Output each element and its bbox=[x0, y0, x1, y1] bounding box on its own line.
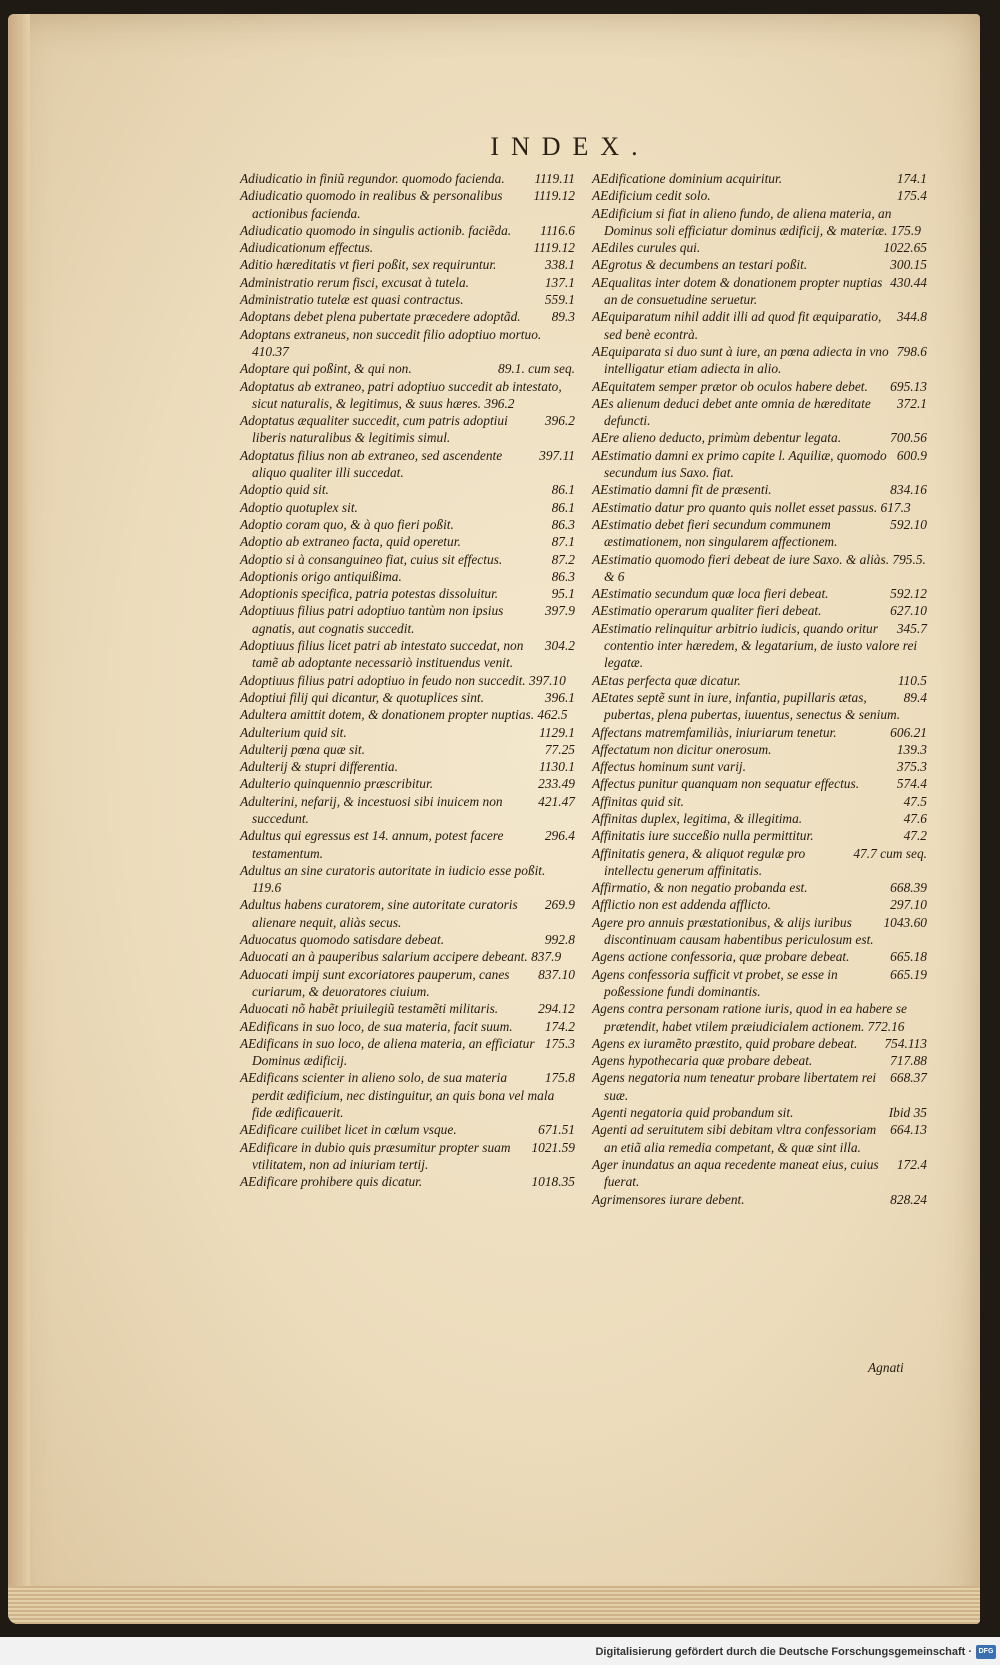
index-entry-reference: 174.1 bbox=[896, 171, 927, 186]
index-entry-reference: 592.12 bbox=[890, 586, 927, 602]
index-entry bbox=[240, 239, 575, 256]
index-entry-text: Afflictio non est addenda afflicto. bbox=[592, 897, 771, 913]
index-entry-reference: 77.25 bbox=[544, 741, 575, 757]
index-entry-text: Affinitatis genera, & aliquot regulæ pro intellectu generum affinitatis. bbox=[592, 845, 806, 878]
index-entry bbox=[592, 758, 927, 775]
index-entry-reference: 175.3 bbox=[544, 1035, 575, 1051]
index-entry-text: AEdificans in suo loco, de aliena materia, an efficiatur Dominus ædificij. bbox=[240, 1035, 535, 1069]
index-entry-text: AEdificare prohibere quis dicatur. bbox=[240, 1174, 423, 1190]
index-entry bbox=[240, 602, 575, 637]
index-entry-reference: 172.4 bbox=[896, 1156, 927, 1172]
index-entry bbox=[240, 793, 575, 828]
page-fore-edge bbox=[8, 14, 30, 1624]
index-entry-reference: Ibid 35 bbox=[888, 1105, 927, 1121]
index-entry-text: AEre alieno deducto, primùm debentur legata. bbox=[592, 430, 842, 446]
index-entry-text: Adoptatus filius non ab extraneo, sed ascendente aliquo qualiter illi succedat. bbox=[240, 447, 503, 481]
index-entry bbox=[240, 1173, 575, 1190]
index-entry-reference: 86.1 bbox=[551, 499, 575, 515]
index-entry-reference: 559.1 bbox=[544, 292, 575, 308]
index-entry-text: AEgrotus & decumbens an testari poßit. bbox=[592, 257, 808, 273]
index-entry bbox=[240, 775, 575, 792]
index-entry bbox=[240, 256, 575, 273]
index-entry-reference: 89.1. cum seq. bbox=[498, 361, 575, 377]
index-entry-text: AEquitatem semper prætor ob oculos habere debet. bbox=[592, 378, 868, 394]
index-entry bbox=[240, 758, 575, 775]
index-entry-text: Ager inundatus an aqua recedente maneat eius, cuius fuerat. bbox=[592, 1156, 879, 1190]
index-entry-text: Affinitas duplex, legitima, & illegitima. bbox=[592, 810, 803, 826]
index-entry bbox=[592, 308, 927, 343]
digitization-footer bbox=[0, 1637, 1000, 1665]
index-entry-reference: 89.3 bbox=[551, 309, 575, 325]
index-entry-reference: 1018.35 bbox=[531, 1174, 575, 1190]
index-entry-reference: 828.24 bbox=[890, 1191, 927, 1207]
index-entry-text: Adultus an sine curatoris autoritate in iudicio esse poßit. 119.6 bbox=[240, 862, 546, 896]
index-entry-reference: 1043.60 bbox=[883, 914, 927, 930]
index-entry bbox=[592, 1052, 927, 1069]
index-entry-text: AEdificare in dubio quis præsumitur propter suam vtilitatem, non ad iniuriam tertij. bbox=[240, 1139, 511, 1172]
index-entry bbox=[592, 793, 927, 810]
index-entry-reference: 338.1 bbox=[544, 257, 575, 273]
index-entry bbox=[240, 291, 575, 308]
dfg-logo: DFG bbox=[976, 1645, 996, 1659]
index-entry bbox=[240, 447, 575, 482]
index-entry-reference: 700.56 bbox=[890, 430, 927, 446]
index-entry-reference: 1129.1 bbox=[539, 724, 575, 740]
index-entry bbox=[592, 551, 927, 586]
index-entry-reference: 396.2 bbox=[544, 413, 575, 429]
index-entry bbox=[592, 602, 927, 619]
index-entry-reference: 87.1 bbox=[551, 534, 575, 550]
index-entry-text: AEquiparata si duo sunt à iure, an pœna adiecta in vno intelligatur etiam adiecta in alio. bbox=[592, 343, 889, 377]
index-entry bbox=[240, 187, 575, 222]
index-entry-text: Adoptio quotuplex sit. bbox=[240, 499, 358, 515]
index-entry bbox=[592, 845, 927, 880]
index-entry-reference: 397.11 bbox=[539, 447, 575, 463]
index-entry bbox=[240, 360, 575, 377]
index-entry-text: Affectatum non dicitur onerosum. bbox=[592, 741, 772, 757]
index-entry-reference: 345.7 bbox=[896, 620, 927, 636]
index-entry-text: Aduocati an à pauperibus salarium accipere debeant. 837.9 bbox=[240, 949, 562, 965]
index-entry-reference: 375.3 bbox=[896, 759, 927, 775]
index-entry-text: Adultus qui egressus est 14. annum, potest facere testamentum. bbox=[240, 828, 504, 861]
index-entry-text: Adulterij pœna quæ sit. bbox=[240, 741, 365, 757]
index-entry-text: Agenti ad seruitutem sibi debitam vltra confessoriam an etiã alia remedia competant, & quæ sint illa. bbox=[592, 1122, 877, 1155]
index-entry-text: Adultus habens curatorem, sine autoritate curatoris alienare nequit, aliàs secus. bbox=[240, 897, 518, 930]
index-entry-reference: 297.10 bbox=[890, 897, 927, 913]
index-entry bbox=[592, 378, 927, 395]
funding-credit: Digitalisierung gefördert durch die Deutsche Forschungsgemeinschaft · bbox=[595, 1646, 972, 1658]
index-entry bbox=[240, 689, 575, 706]
index-entry bbox=[240, 551, 575, 568]
index-entry bbox=[592, 1069, 927, 1104]
index-entry-reference: 174.2 bbox=[544, 1018, 575, 1034]
index-entry-text: AEstimatio operarum qualiter fieri debeat. bbox=[592, 603, 822, 619]
index-entry-text: Administratio rerum fisci, excusat à tutela. bbox=[240, 274, 469, 290]
index-entry-text: Adoptiui filij qui dicantur, & quotuplices sint. bbox=[240, 689, 485, 705]
index-entry bbox=[240, 1035, 575, 1070]
index-entry-text: Adultera amittit dotem, & donationem propter nuptias. 462.5 bbox=[240, 707, 568, 723]
index-entry-reference: 139.3 bbox=[896, 741, 927, 757]
index-entry-reference: 664.13 bbox=[890, 1122, 927, 1138]
index-entry bbox=[240, 412, 575, 447]
index-entry-reference: 137.1 bbox=[544, 274, 575, 290]
index-entry-reference: 1116.6 bbox=[540, 222, 575, 238]
index-entry-reference: 606.21 bbox=[890, 724, 927, 740]
catchword: Agnati bbox=[868, 1360, 904, 1375]
index-entry-reference: 430.44 bbox=[890, 274, 927, 290]
index-entry bbox=[592, 896, 927, 913]
index-entry-text: Agenti negatoria quid probandum sit. bbox=[592, 1105, 794, 1121]
index-entry bbox=[592, 256, 927, 273]
index-entry-text: Affectus hominum sunt varij. bbox=[592, 759, 746, 775]
index-entry bbox=[592, 343, 927, 378]
index-entry bbox=[592, 239, 927, 256]
index-entry bbox=[240, 1139, 575, 1174]
index-entry bbox=[592, 914, 927, 949]
index-entry-text: Adoptans debet plena pubertate præcedere adoptãd. bbox=[240, 309, 521, 325]
index-entry bbox=[240, 533, 575, 550]
index-entry-reference: 396.1 bbox=[544, 689, 575, 705]
index-entry-text: AEstimatio damni fit de præsenti. bbox=[592, 482, 772, 498]
index-entry-text: Adoptiuus filius patri adoptiuo in feudo non succedit. 397.10 bbox=[240, 672, 566, 688]
index-entry-text: Administratio tutelæ est quasi contractus. bbox=[240, 292, 464, 308]
index-entry-text: Aduocatus quomodo satisdare debeat. bbox=[240, 932, 445, 948]
index-entry-text: Adoptatus ab extraneo, patri adoptiuo succedit ab intestato, sicut naturalis, & legitimus, & suus hæres. 396.2 bbox=[240, 378, 562, 411]
index-entry-reference: 798.6 bbox=[896, 343, 927, 359]
index-entry-text: AEstimatio damni ex primo capite l. Aquiliæ, quomodo secundum ius Saxo. fiat. bbox=[592, 447, 887, 481]
index-entry-reference: 86.3 bbox=[551, 568, 575, 584]
index-entry-text: AEqualitas inter dotem & donationem propter nuptias an de consuetudine seruetur. bbox=[592, 274, 883, 308]
index-entry bbox=[592, 810, 927, 827]
index-entry-reference: 1119.12 bbox=[533, 240, 575, 256]
index-entry-text: Adiudicatio quomodo in realibus & personalibus actionibus facienda. bbox=[240, 188, 503, 221]
index-entry-text: AEstimatio relinquitur arbitrio iudicis, quando oritur contentio inter hæredem, & legatarium, de iusto valore rei legatæ. bbox=[592, 620, 918, 671]
index-entry-text: Adoptionis specifica, patria potestas dissoluitur. bbox=[240, 586, 499, 602]
index-entry bbox=[592, 170, 927, 187]
index-entry-text: AEstimatio datur pro quanto quis nollet esset passus. 617.3 bbox=[592, 499, 911, 515]
index-entry-reference: 665.18 bbox=[890, 949, 927, 965]
index-entry bbox=[240, 222, 575, 239]
index-entry-reference: 1119.11 bbox=[534, 171, 575, 186]
index-entry-text: Adulterium quid sit. bbox=[240, 724, 347, 740]
index-entry-reference: 47.6 bbox=[903, 810, 927, 826]
index-entry-reference: 86.1 bbox=[551, 482, 575, 498]
index-entry-reference: 592.10 bbox=[890, 516, 927, 532]
index-entry-reference: 668.37 bbox=[890, 1070, 927, 1086]
index-entry bbox=[592, 187, 927, 204]
index-entry-reference: 1022.65 bbox=[883, 240, 927, 256]
index-entry-reference: 304.2 bbox=[544, 638, 575, 654]
index-entry-text: Adoptare qui poßint, & qui non. bbox=[240, 361, 412, 377]
index-entry-reference: 600.9 bbox=[896, 447, 927, 463]
index-entry bbox=[592, 827, 927, 844]
index-entry-text: Adoptiuus filius licet patri ab intestato succedat, non tamẽ ab adoptante necessariò instituendus venit. bbox=[240, 638, 524, 671]
index-entry-reference: 1119.12 bbox=[533, 188, 575, 204]
index-entry-reference: 300.15 bbox=[890, 257, 927, 273]
index-entry-reference: 1021.59 bbox=[531, 1139, 575, 1155]
index-entry-text: AEs alienum deduci debet ante omnia de hæreditate defuncti. bbox=[592, 395, 871, 429]
index-entry-reference: 296.4 bbox=[544, 828, 575, 844]
index-entry bbox=[592, 620, 927, 672]
index-entry-reference: 665.19 bbox=[890, 966, 927, 982]
running-head: INDEX. bbox=[490, 132, 650, 161]
index-entry bbox=[592, 672, 927, 689]
index-entry bbox=[240, 1121, 575, 1138]
index-entry bbox=[240, 585, 575, 602]
index-entry bbox=[240, 1000, 575, 1017]
index-entry bbox=[592, 516, 927, 551]
index-entry-reference: 992.8 bbox=[544, 932, 575, 948]
index-entry-text: Adiudicatio in finiũ regundor. quomodo facienda. bbox=[240, 171, 505, 186]
index-entry-text: Adulterini, nefarij, & incestuosi sibi inuicem non succedunt. bbox=[240, 793, 503, 826]
index-entry bbox=[592, 429, 927, 446]
index-entry-text: Adoptio si à consanguineo fiat, cuius sit effectus. bbox=[240, 551, 503, 567]
index-entry bbox=[240, 741, 575, 758]
index-entry-text: Adoptiuus filius patri adoptiuo tantùm non ipsius agnatis, aut cognatis succedit. bbox=[240, 603, 504, 636]
index-entry-text: Adoptatus æqualiter succedit, cum patris adoptiui liberis naturalibus & legitimis simul. bbox=[240, 413, 508, 446]
index-entry-reference: 695.13 bbox=[890, 378, 927, 394]
index-entry-text: AEdiles curules qui. bbox=[592, 240, 701, 256]
index-entry bbox=[592, 741, 927, 758]
index-entry-text: AEquiparatum nihil addit illi ad quod fit æquiparatio, sed benè econtrà. bbox=[592, 309, 882, 342]
index-entry bbox=[240, 931, 575, 948]
index-entry bbox=[592, 481, 927, 498]
index-entry-text: AEdificans scienter in alieno solo, de sua materia perdit ædificium, nec distinguitur, an quis bona vel mala fide ædificauerit. bbox=[240, 1070, 555, 1121]
index-entry-text: Affectans matremfamiliàs, iniuriarum tenetur. bbox=[592, 724, 837, 740]
index-entry bbox=[240, 326, 575, 361]
index-entry bbox=[240, 862, 575, 897]
index-entry bbox=[240, 568, 575, 585]
index-entry-reference: 1130.1 bbox=[539, 759, 575, 775]
index-entry-text: Adoptans extraneus, non succedit filio adoptiuo mortuo. 410.37 bbox=[240, 326, 542, 359]
index-entry-text: Agens negatoria num teneatur probare libertatem rei suæ. bbox=[592, 1070, 877, 1103]
index-entry-reference: 95.1 bbox=[551, 586, 575, 602]
index-entry-text: Aduocati nõ habẽt priuilegiũ testamẽti militaris. bbox=[240, 1001, 499, 1017]
index-entry-text: Adiudicationum effectus. bbox=[240, 240, 374, 256]
index-entry-reference: 717.88 bbox=[890, 1053, 927, 1069]
index-entry bbox=[592, 775, 927, 792]
index-entry-text: AEstimatio debet fieri secundum communem æstimationem, non singularem affectionem. bbox=[592, 516, 838, 550]
index-entry bbox=[592, 1156, 927, 1191]
index-entry bbox=[592, 499, 927, 516]
index-entry bbox=[240, 948, 575, 965]
index-entry-text: Adoptionis origo antiquißima. bbox=[240, 568, 402, 584]
index-entry-reference: 89.4 bbox=[903, 689, 927, 705]
index-entry-text: Aduocati impij sunt excoriatores pauperum, canes curiarum, & deuoratores ciuium. bbox=[240, 966, 510, 999]
index-entry-reference: 87.2 bbox=[551, 551, 575, 567]
index-entry-text: Adoptio coram quo, & à quo fieri poßit. bbox=[240, 516, 454, 532]
index-entry-text: Agens confessoria sufficit vt probet, se esse in poßessione fundi dominantis. bbox=[592, 966, 838, 999]
index-entry bbox=[240, 966, 575, 1001]
index-entry-text: Aditio hæreditatis vt fieri poßit, sex requiruntur. bbox=[240, 257, 497, 273]
index-entry-text: AEdificium si fiat in alieno fundo, de aliena materia, an Dominus soli efficiatur dominus ædificij, & materiæ. 175.9 bbox=[592, 205, 921, 238]
index-entry bbox=[592, 395, 927, 430]
index-entry bbox=[592, 447, 927, 482]
index-entry-reference: 47.5 bbox=[903, 793, 927, 809]
index-entry-text: Agere pro annuis præstationibus, & alijs iuribus discontinuam causam habentibus periculosum est. bbox=[592, 914, 874, 948]
index-entry bbox=[592, 585, 927, 602]
index-entry-reference: 372.1 bbox=[896, 395, 927, 411]
index-entry bbox=[240, 378, 575, 413]
index-entry-text: Agens ex iuramẽto præstito, quid probare debeat. bbox=[592, 1035, 858, 1051]
index-entry-reference: 397.9 bbox=[544, 603, 575, 619]
index-entry-text: Affectus punitur quanquam non sequatur effectus. bbox=[592, 776, 860, 792]
index-entry bbox=[240, 724, 575, 741]
index-entry-text: Adulterij & stupri differentia. bbox=[240, 759, 398, 775]
index-entry-reference: 421.47 bbox=[538, 793, 575, 809]
index-entry bbox=[240, 170, 575, 187]
index-entry-reference: 574.4 bbox=[896, 776, 927, 792]
index-entry-text: Adiudicatio quomodo in singulis actionib. faciẽda. bbox=[240, 222, 512, 238]
index-entry bbox=[240, 499, 575, 516]
index-entry-text: AEstimatio secundum quæ loca fieri debeat. bbox=[592, 586, 829, 602]
index-entry-reference: 175.4 bbox=[896, 188, 927, 204]
index-entry bbox=[592, 1121, 927, 1156]
index-entry-text: AEdificans in suo loco, de sua materia, facit suum. bbox=[240, 1018, 513, 1034]
index-entry-reference: 837.10 bbox=[538, 966, 575, 982]
index-entry bbox=[240, 637, 575, 672]
index-entry-reference: 834.16 bbox=[890, 482, 927, 498]
index-entry bbox=[240, 827, 575, 862]
index-entry bbox=[240, 308, 575, 325]
index-entry-text: AEtates septẽ sunt in iure, infantia, pupillaris ætas, pubertas, plena pubertas, iuuentus, senectus & senium. bbox=[592, 689, 901, 723]
index-entry-text: Affirmatio, & non negatio probanda est. bbox=[592, 880, 808, 896]
index-entry bbox=[592, 1191, 927, 1208]
index-entry bbox=[240, 481, 575, 498]
index-entry-text: AEstimatio quomodo fieri debeat de iure Saxo. & aliàs. 795.5. & 6 bbox=[592, 551, 926, 584]
index-entry bbox=[592, 274, 927, 309]
index-entry bbox=[592, 1104, 927, 1121]
index-entry bbox=[592, 948, 927, 965]
index-entry-reference: 344.8 bbox=[896, 309, 927, 325]
index-entry-reference: 233.49 bbox=[538, 776, 575, 792]
index-entry-text: AEdificare cuilibet licet in cœlum vsque. bbox=[240, 1122, 457, 1138]
index-entry-text: Agens hypothecaria quæ probare debeat. bbox=[592, 1053, 813, 1069]
index-column-left bbox=[240, 170, 575, 1191]
index-entry bbox=[240, 706, 575, 723]
index-entry bbox=[592, 724, 927, 741]
index-entry bbox=[240, 672, 575, 689]
index-entry-text: AEdificium cedit solo. bbox=[592, 188, 711, 204]
index-entry bbox=[592, 1000, 927, 1035]
index-entry-text: AEdificatione dominium acquiritur. bbox=[592, 171, 783, 186]
index-entry-text: Affinitatis iure succeßio nulla permittitur. bbox=[592, 828, 814, 844]
index-entry-reference: 110.5 bbox=[897, 672, 927, 688]
index-entry-reference: 86.3 bbox=[551, 516, 575, 532]
index-entry-text: Adulterio quinquennio præscribitur. bbox=[240, 776, 434, 792]
index-entry-text: Agens contra personam ratione iuris, quod in ea habere se prætendit, habet vtilem præiudicialem actionem. 772.16 bbox=[592, 1001, 907, 1034]
index-entry bbox=[240, 1018, 575, 1035]
index-entry-reference: 47.2 bbox=[903, 828, 927, 844]
index-entry bbox=[240, 1069, 575, 1121]
index-entry-reference: 175.8 bbox=[544, 1070, 575, 1086]
index-entry bbox=[592, 879, 927, 896]
index-entry bbox=[592, 689, 927, 724]
index-entry-reference: 294.12 bbox=[538, 1001, 575, 1017]
index-column-right bbox=[592, 170, 927, 1208]
index-entry bbox=[240, 274, 575, 291]
index-entry-reference: 269.9 bbox=[544, 897, 575, 913]
page-bottom-edge bbox=[8, 1586, 980, 1624]
index-entry-text: AEtas perfecta quæ dicatur. bbox=[592, 672, 741, 688]
index-entry-text: Adoptio ab extraneo facta, quid operetur. bbox=[240, 534, 461, 550]
index-entry-reference: 671.51 bbox=[538, 1122, 575, 1138]
index-entry bbox=[240, 896, 575, 931]
index-entry-reference: 754.113 bbox=[884, 1035, 927, 1051]
index-entry-text: Agens actione confessoria, quæ probare debeat. bbox=[592, 949, 850, 965]
index-entry bbox=[592, 205, 927, 240]
index-entry-text: Adoptio quid sit. bbox=[240, 482, 329, 498]
index-entry-reference: 627.10 bbox=[890, 603, 927, 619]
index-entry-reference: 47.7 cum seq. bbox=[853, 845, 927, 861]
index-entry bbox=[592, 966, 927, 1001]
index-entry-text: Affinitas quid sit. bbox=[592, 793, 684, 809]
index-entry bbox=[592, 1035, 927, 1052]
index-entry bbox=[240, 516, 575, 533]
index-entry-reference: 668.39 bbox=[890, 880, 927, 896]
index-entry-text: Agrimensores iurare debent. bbox=[592, 1191, 745, 1207]
